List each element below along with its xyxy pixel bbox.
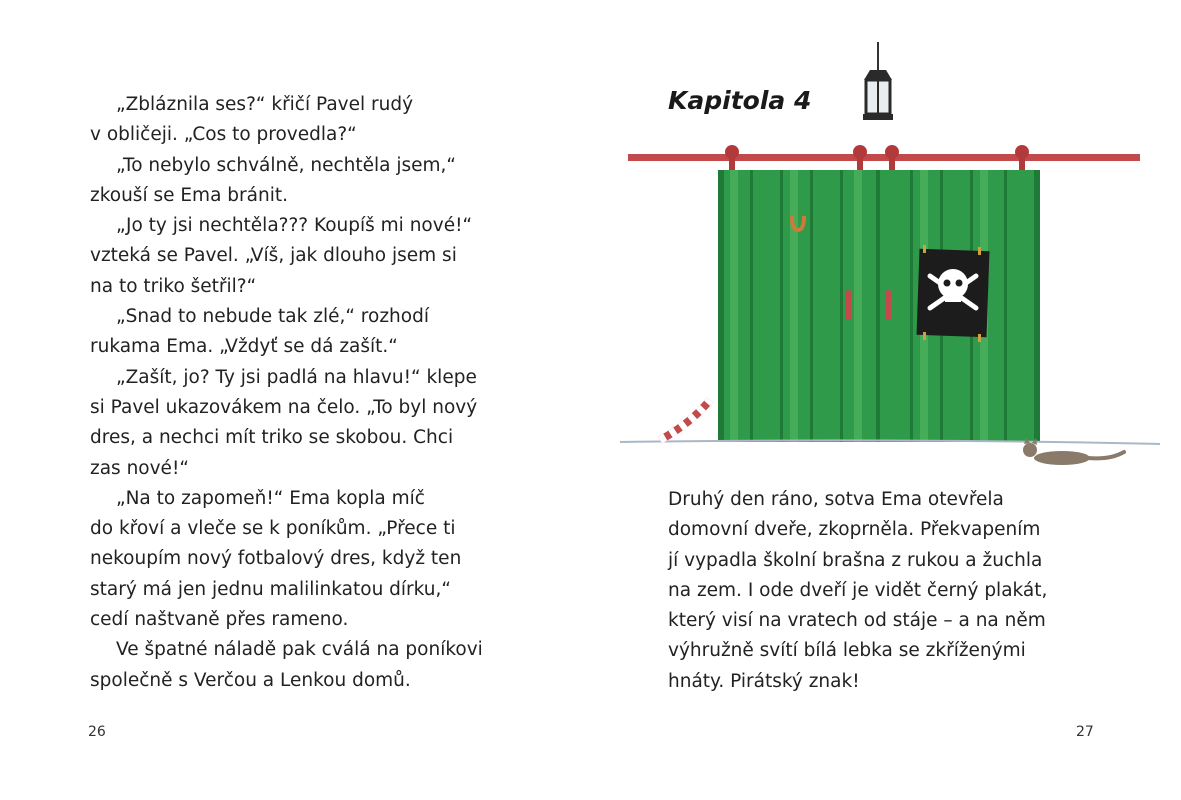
text-line: výhružně svítí bílá lebka se zkříženými (668, 640, 1026, 662)
pirate-poster (917, 245, 990, 342)
text-line: „Snad to nebude tak zlé,“ rozhodí (116, 306, 429, 328)
text-line: na zem. I ode dveří je vidět černý plakát, (668, 579, 1048, 601)
page-number: 26 (88, 724, 106, 740)
chapter-title: Kapitola 4 (668, 86, 812, 115)
text-line: Ve špatné náladě pak cválá na poníkovi (116, 639, 483, 661)
story-text-right (668, 485, 1098, 697)
barn-door (718, 170, 1040, 442)
text-line: do křoví a vleče se k poníkům. „Přece ti (90, 518, 456, 540)
text-line: rukama Ema. „Vždyť se dá zašít.“ (90, 336, 398, 358)
text-line: Druhý den ráno, sotva Ema otevřela (668, 489, 1004, 510)
text-line: starý má jen jednu malilinkatou dírku,“ (90, 578, 451, 600)
text-line: společně s Verčou a Lenkou domů. (90, 669, 411, 691)
text-line: „Jo ty jsi nechtěla??? Koupíš mi nové!“ (116, 215, 473, 237)
lantern-icon (863, 42, 893, 120)
left-page (0, 0, 590, 800)
text-line: „Na to zapomeň!“ Ema kopla míč (116, 487, 425, 509)
text-line: zas nové!“ (90, 457, 189, 479)
text-line: dres, a nechci mít triko se skobou. Chci (90, 427, 454, 449)
text-line: si Pavel ukazovákem na čelo. „To byl nový (90, 396, 478, 418)
text-line: zkouší se Ema bránit. (90, 184, 288, 206)
right-page (590, 0, 1181, 800)
text-line: jí vypadla školní brašna z rukou a žuchla (668, 549, 1043, 571)
door-rail (628, 154, 1140, 161)
striped-cloth (660, 400, 710, 440)
text-line: který visí na vratech od stáje – a na něm (668, 610, 1046, 632)
text-line: nekoupím nový fotbalový dres, když ten (90, 548, 462, 570)
story-text-left (90, 90, 520, 696)
text-line: hnáty. Pirátský znak! (668, 670, 860, 692)
text-line: „Zašít, jo? Ty jsi padlá na hlavu!“ klepe (116, 366, 477, 388)
text-line: „To nebylo schválně, nechtěla jsem,“ (116, 154, 457, 176)
text-line: domovní dveře, zkoprněla. Překvapením (668, 519, 1041, 541)
ground-line (620, 440, 1160, 444)
text-line: cedí naštvaně přes rameno. (90, 609, 349, 631)
page-number: 27 (1076, 724, 1094, 740)
text-line: na to triko šetřil?“ (90, 275, 257, 297)
text-line: „Zbláznila ses?“ křičí Pavel rudý (116, 94, 414, 115)
text-line: vzteká se Pavel. „Víš, jak dlouho jsem si (90, 245, 457, 267)
text-line: v obličeji. „Cos to provedla?“ (90, 124, 357, 146)
